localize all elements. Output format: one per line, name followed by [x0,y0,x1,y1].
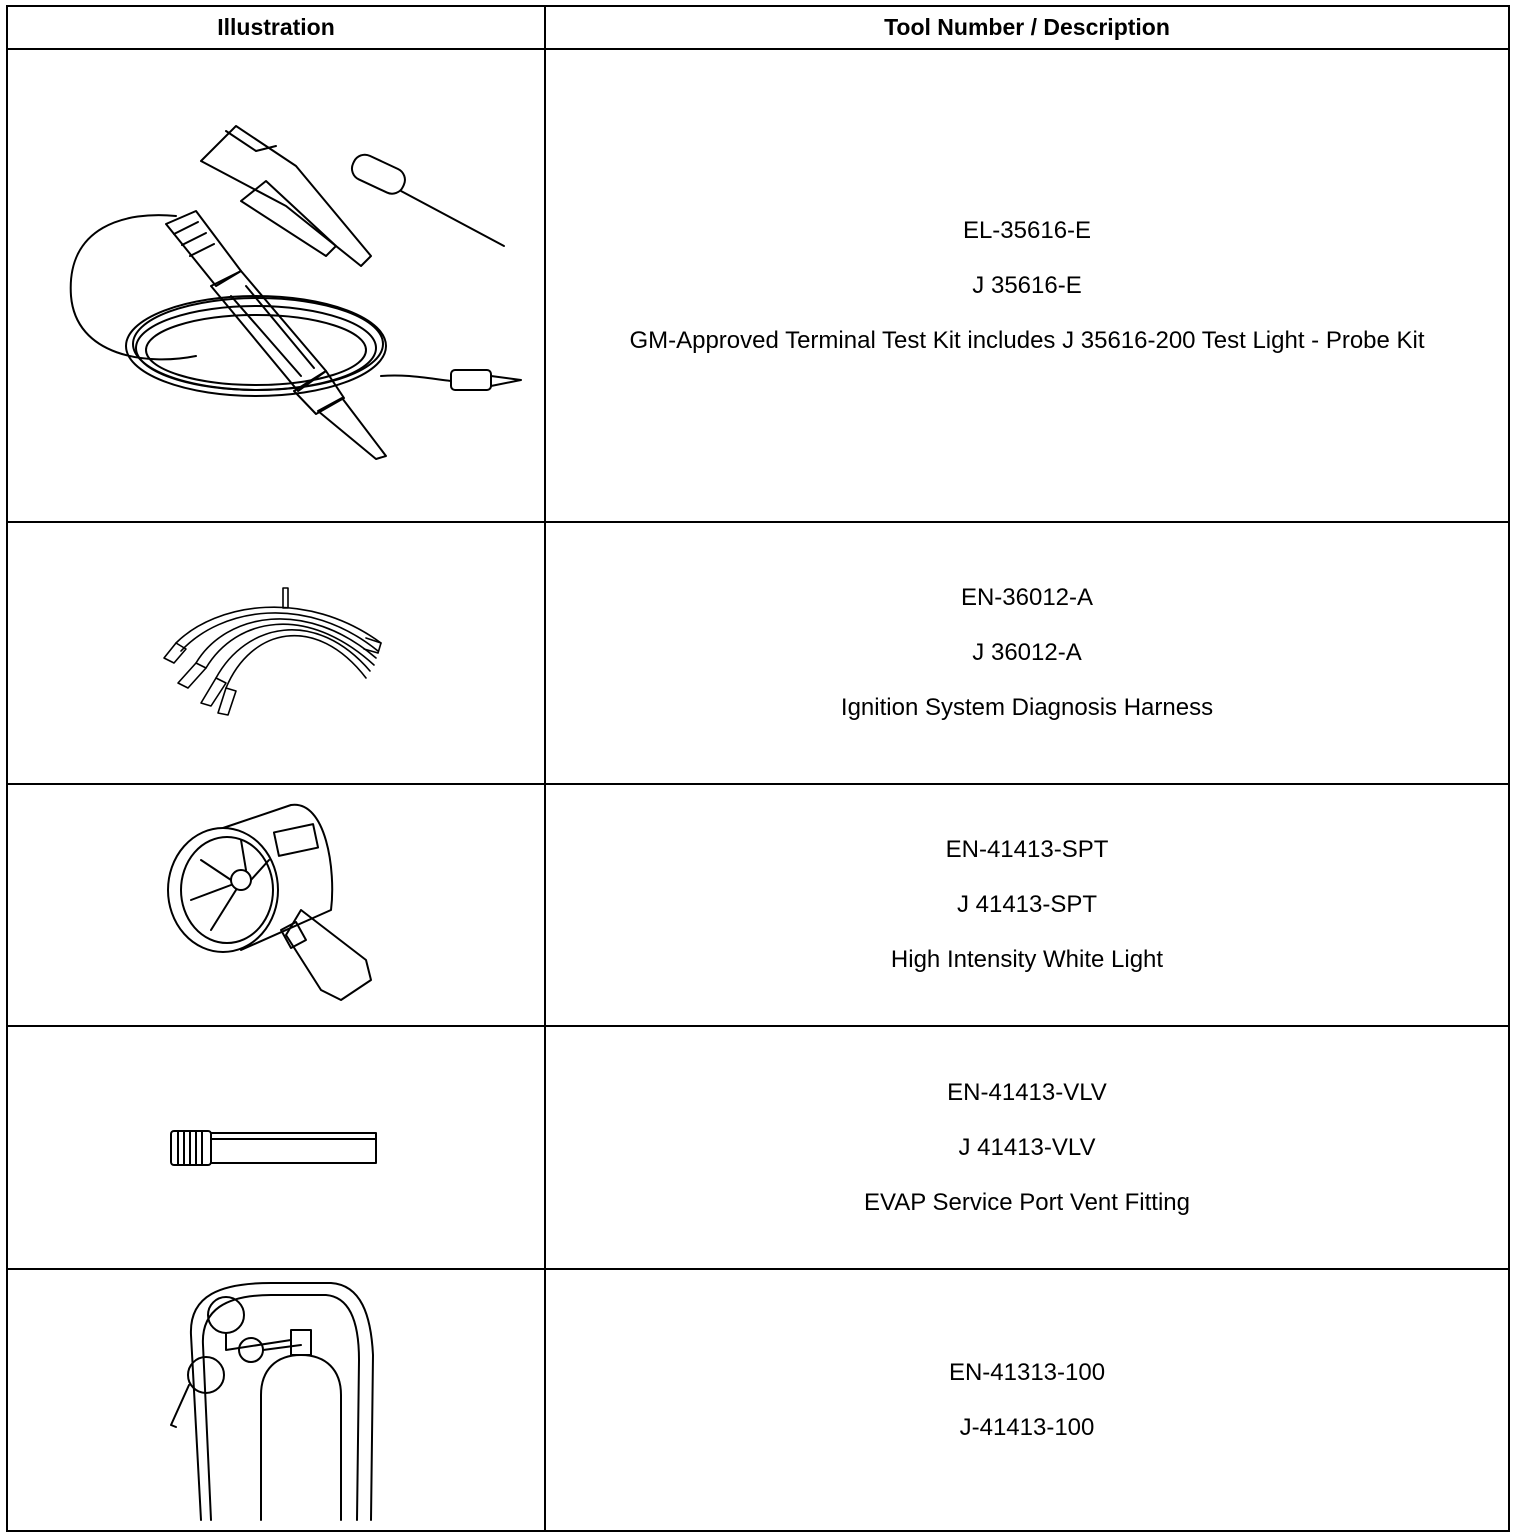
illustration-cell [7,49,545,522]
tool-number: EN-36012-A [960,584,1094,611]
terminal-test-kit-icon [26,106,526,466]
special-tools-table [6,5,1510,1532]
table-row [7,522,1509,784]
tool-number: EN-41313-100 [948,1358,1106,1386]
table-row [7,49,1509,522]
tool-number-alt: J 36012-A [972,639,1082,666]
illustration-cell [7,1026,545,1269]
spotlight-icon [161,800,391,1010]
tool-description: Ignition System Diagnosis Harness [840,694,1214,721]
description-cell [545,1269,1509,1531]
tool-number-alt: J-41413-100 [959,1413,1095,1441]
illustration-cell [7,784,545,1026]
tool-number-alt: J 41413-SPT [956,891,1098,918]
table-row [7,1269,1509,1531]
table-row [7,1026,1509,1269]
illustration-cell [7,522,545,784]
tool-number-alt: J 35616-E [972,271,1082,299]
description-cell [545,1026,1509,1269]
tool-description-header: Tool Number / Description [545,6,1509,49]
tool-description: High Intensity White Light [890,946,1164,973]
header-row [7,6,1509,49]
tool-number: EN-41413-SPT [945,836,1109,863]
tool-description: EVAP Service Port Vent Fitting [864,1188,1190,1216]
tool-description: GM-Approved Terminal Test Kit includes J 35616-200 Test Light - Probe Kit [629,326,1425,354]
ignition-harness-icon [156,583,396,723]
tool-number: EL-35616-E [962,216,1092,244]
tool-number: EN-41413-VLV [947,1078,1107,1106]
tool-number-alt: J 41413-VLV [958,1133,1096,1161]
table-row [7,784,1509,1026]
description-cell [545,784,1509,1026]
vent-fitting-icon [166,1123,386,1173]
illustration-cell [7,1269,545,1531]
description-cell [545,49,1509,522]
description-cell [545,522,1509,784]
illustration-header: Illustration [7,6,545,49]
evap-tester-cart-icon [161,1275,391,1525]
